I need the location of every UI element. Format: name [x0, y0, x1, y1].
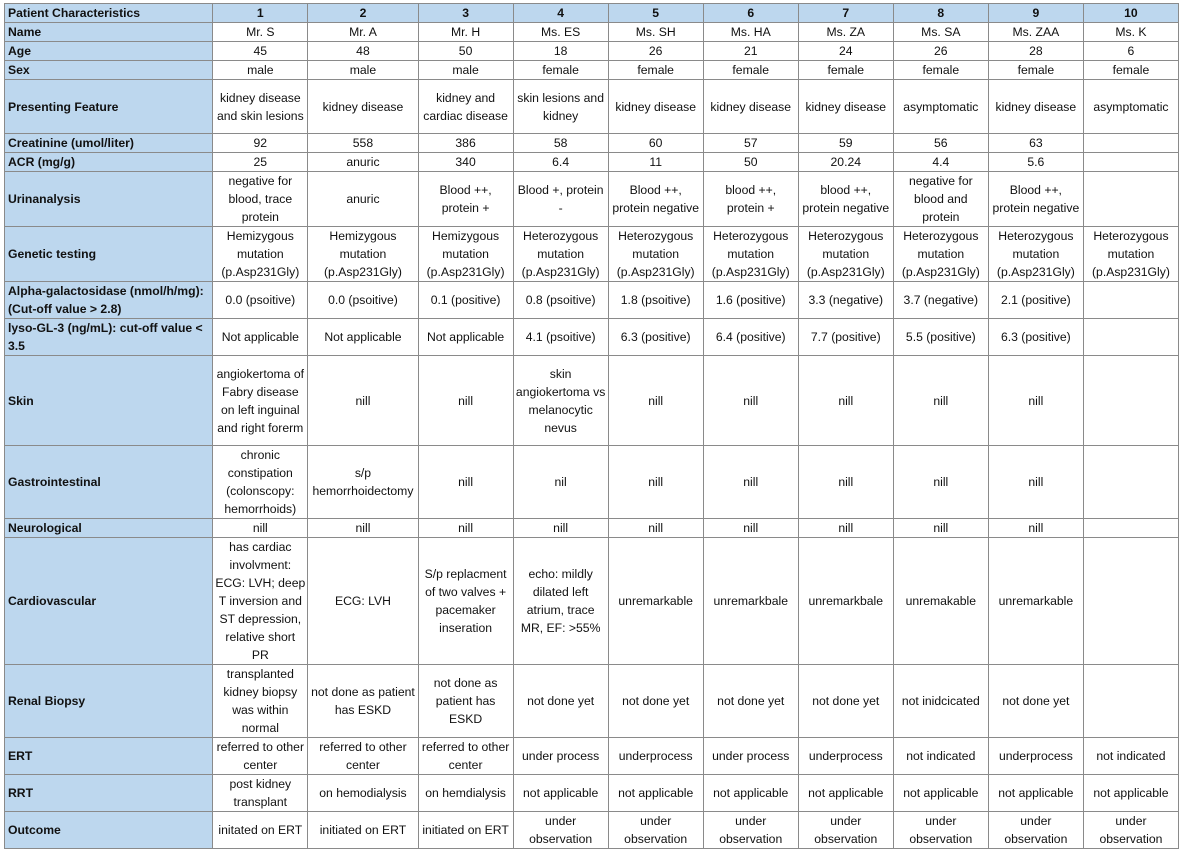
table-row	[5, 282, 1179, 319]
header-label: Patient Characteristics	[5, 4, 213, 23]
table-cell: Hemizygous mutation (p.Asp231Gly)	[213, 227, 308, 282]
table-cell: not done yet	[513, 665, 608, 738]
patient-number-header: 2	[308, 4, 418, 23]
table-cell: unremarkbale	[798, 538, 893, 665]
table-cell: referred to other center	[213, 738, 308, 775]
table-cell: has cardiac involvment: ECG: LVH; deep T inversion and ST depression, relative short PR	[213, 538, 308, 665]
table-cell: Mr. H	[418, 23, 513, 42]
table-cell: underprocess	[608, 738, 703, 775]
table-cell: asymptomatic	[1083, 80, 1178, 134]
table-cell: under observation	[608, 812, 703, 849]
patient-characteristics-table	[4, 3, 1179, 849]
table-cell: 21	[703, 42, 798, 61]
table-cell: unremarkable	[988, 538, 1083, 665]
table-cell: female	[513, 61, 608, 80]
table-cell: 0.0 (psoitive)	[213, 282, 308, 319]
table-cell: not done yet	[703, 665, 798, 738]
table-cell: nill	[308, 356, 418, 446]
table-cell: referred to other center	[308, 738, 418, 775]
table-cell: not applicable	[988, 775, 1083, 812]
table-cell: not indicated	[1083, 738, 1178, 775]
table-row	[5, 42, 1179, 61]
table-cell: underprocess	[988, 738, 1083, 775]
table-row	[5, 446, 1179, 519]
table-cell: blood ++, protein negative	[798, 172, 893, 227]
row-label: Cardiovascular	[5, 538, 213, 665]
table-cell: under observation	[988, 812, 1083, 849]
row-label: Neurological	[5, 519, 213, 538]
table-row	[5, 319, 1179, 356]
table-cell: ECG: LVH	[308, 538, 418, 665]
table-cell: nill	[513, 519, 608, 538]
patient-number-header: 5	[608, 4, 703, 23]
table-cell: s/p hemorrhoidectomy	[308, 446, 418, 519]
table-cell: 50	[703, 153, 798, 172]
table-cell: angiokertoma of Fabry disease on left inguinal and right forerm	[213, 356, 308, 446]
table-cell: 25	[213, 153, 308, 172]
table-row	[5, 227, 1179, 282]
table-cell: kidney disease	[988, 80, 1083, 134]
table-cell: nill	[893, 519, 988, 538]
table-cell: Blood ++, protein negative	[988, 172, 1083, 227]
table-cell: initated on ERT	[213, 812, 308, 849]
table-cell: on hemodialysis	[308, 775, 418, 812]
row-label: Sex	[5, 61, 213, 80]
table-cell: nill	[418, 446, 513, 519]
table-cell: Mr. S	[213, 23, 308, 42]
table-cell: nill	[798, 446, 893, 519]
table-cell: 6.4	[513, 153, 608, 172]
table-cell: 1.8 (psoitive)	[608, 282, 703, 319]
table-row	[5, 356, 1179, 446]
table-cell: Ms. K	[1083, 23, 1178, 42]
table-cell: Ms. ZA	[798, 23, 893, 42]
table-cell: Ms. HA	[703, 23, 798, 42]
row-label: Creatinine (umol/liter)	[5, 134, 213, 153]
table-cell: not inidcicated	[893, 665, 988, 738]
table-cell: male	[418, 61, 513, 80]
row-label: Genetic testing	[5, 227, 213, 282]
table-cell: 24	[798, 42, 893, 61]
table-cell: negative for blood and protein	[893, 172, 988, 227]
table-cell: under observation	[703, 812, 798, 849]
table-cell: skin angiokertoma vs melanocytic nevus	[513, 356, 608, 446]
table-cell: nill	[988, 446, 1083, 519]
table-cell: 5.5 (positive)	[893, 319, 988, 356]
table-cell	[1083, 282, 1178, 319]
table-cell: not applicable	[893, 775, 988, 812]
table-cell: kidney disease and skin lesions	[213, 80, 308, 134]
table-cell	[1083, 172, 1178, 227]
table-cell: not done yet	[988, 665, 1083, 738]
table-cell: male	[213, 61, 308, 80]
table-cell: 45	[213, 42, 308, 61]
table-cell: nil	[513, 446, 608, 519]
table-cell	[1083, 665, 1178, 738]
table-cell: under observation	[513, 812, 608, 849]
row-label: Presenting Feature	[5, 80, 213, 134]
row-label: Urinanalysis	[5, 172, 213, 227]
table-cell: nill	[798, 356, 893, 446]
table-row	[5, 775, 1179, 812]
table-cell: Heterozygous mutation (p.Asp231Gly)	[703, 227, 798, 282]
table-cell: kidney disease	[608, 80, 703, 134]
table-cell: male	[308, 61, 418, 80]
table-cell: 0.1 (positive)	[418, 282, 513, 319]
table-row	[5, 134, 1179, 153]
table-cell: female	[988, 61, 1083, 80]
table-cell: 20.24	[798, 153, 893, 172]
table-cell: Not applicable	[308, 319, 418, 356]
table-cell: nill	[703, 446, 798, 519]
table-cell: Heterozygous mutation (p.Asp231Gly)	[893, 227, 988, 282]
table-row	[5, 538, 1179, 665]
row-label: Gastrointestinal	[5, 446, 213, 519]
row-label: Age	[5, 42, 213, 61]
table-cell: female	[798, 61, 893, 80]
table-cell: anuric	[308, 153, 418, 172]
table-cell: Blood ++, protein negative	[608, 172, 703, 227]
table-cell: Ms. ES	[513, 23, 608, 42]
table-cell: female	[893, 61, 988, 80]
table-cell: initiated on ERT	[418, 812, 513, 849]
table-cell: Heterozygous mutation (p.Asp231Gly)	[513, 227, 608, 282]
table-cell: 3.3 (negative)	[798, 282, 893, 319]
table-cell: post kidney transplant	[213, 775, 308, 812]
table-row	[5, 80, 1179, 134]
table-cell: unremarkable	[608, 538, 703, 665]
table-cell: Ms. SH	[608, 23, 703, 42]
table-cell: chronic constipation (colonscopy: hemorrhoids)	[213, 446, 308, 519]
table-cell: Not applicable	[213, 319, 308, 356]
table-cell: not done yet	[608, 665, 703, 738]
table-cell: nill	[703, 519, 798, 538]
table-cell: 0.0 (psoitive)	[308, 282, 418, 319]
table-cell: nill	[418, 356, 513, 446]
table-cell: nill	[703, 356, 798, 446]
table-cell: referred to other center	[418, 738, 513, 775]
table-cell: asymptomatic	[893, 80, 988, 134]
table-cell: nill	[893, 446, 988, 519]
table-cell: Heterozygous mutation (p.Asp231Gly)	[1083, 227, 1178, 282]
table-cell	[1083, 153, 1178, 172]
table-cell: Hemizygous mutation (p.Asp231Gly)	[418, 227, 513, 282]
table-row	[5, 23, 1179, 42]
table-cell: kidney disease	[798, 80, 893, 134]
table-cell: 1.6 (positive)	[703, 282, 798, 319]
table-cell: 386	[418, 134, 513, 153]
table-row	[5, 519, 1179, 538]
table-cell: not applicable	[798, 775, 893, 812]
table-cell: nill	[418, 519, 513, 538]
table-cell: skin lesions and kidney	[513, 80, 608, 134]
table-cell: not applicable	[1083, 775, 1178, 812]
row-label: RRT	[5, 775, 213, 812]
table-cell	[1083, 519, 1178, 538]
table-row	[5, 172, 1179, 227]
table-cell: Blood +, protein -	[513, 172, 608, 227]
table-row	[5, 812, 1179, 849]
table-cell: 56	[893, 134, 988, 153]
table-cell: 558	[308, 134, 418, 153]
table-cell: Heterozygous mutation (p.Asp231Gly)	[988, 227, 1083, 282]
patient-number-header: 6	[703, 4, 798, 23]
table-cell: 92	[213, 134, 308, 153]
table-cell: 7.7 (positive)	[798, 319, 893, 356]
table-cell: anuric	[308, 172, 418, 227]
table-cell: echo: mildly dilated left atrium, trace MR, EF: >55%	[513, 538, 608, 665]
table-cell: 48	[308, 42, 418, 61]
table-cell: under observation	[798, 812, 893, 849]
table-row	[5, 738, 1179, 775]
table-cell: 58	[513, 134, 608, 153]
table-cell: 5.6	[988, 153, 1083, 172]
table-cell: under process	[703, 738, 798, 775]
table-cell: unremakable	[893, 538, 988, 665]
patient-number-header: 9	[988, 4, 1083, 23]
table-cell: not done yet	[798, 665, 893, 738]
table-cell: not applicable	[513, 775, 608, 812]
row-label: Outcome	[5, 812, 213, 849]
table-cell: Ms. ZAA	[988, 23, 1083, 42]
table-cell: blood ++, protein +	[703, 172, 798, 227]
table-cell: kidney and cardiac disease	[418, 80, 513, 134]
table-cell: 50	[418, 42, 513, 61]
table-cell: not applicable	[608, 775, 703, 812]
table-cell: under process	[513, 738, 608, 775]
patient-number-header: 3	[418, 4, 513, 23]
table-row	[5, 153, 1179, 172]
table-cell: 26	[608, 42, 703, 61]
table-cell: 59	[798, 134, 893, 153]
patient-number-header: 8	[893, 4, 988, 23]
table-cell: Heterozygous mutation (p.Asp231Gly)	[798, 227, 893, 282]
patient-number-header: 4	[513, 4, 608, 23]
table-cell: 6	[1083, 42, 1178, 61]
table-cell: not done as patient has ESKD	[418, 665, 513, 738]
table-row	[5, 665, 1179, 738]
table-cell: 6.3 (positive)	[988, 319, 1083, 356]
table-cell: 18	[513, 42, 608, 61]
table-cell: kidney disease	[308, 80, 418, 134]
row-label: Skin	[5, 356, 213, 446]
table-cell: underprocess	[798, 738, 893, 775]
table-cell: nill	[608, 519, 703, 538]
table-cell	[1083, 134, 1178, 153]
row-label: Name	[5, 23, 213, 42]
row-label: ACR (mg/g)	[5, 153, 213, 172]
table-cell	[1083, 538, 1178, 665]
table-cell	[1083, 356, 1178, 446]
table-cell: Heterozygous mutation (p.Asp231Gly)	[608, 227, 703, 282]
table-cell: 6.3 (positive)	[608, 319, 703, 356]
table-cell: 0.8 (psoitive)	[513, 282, 608, 319]
table-cell: under observation	[1083, 812, 1178, 849]
table-cell: kidney disease	[703, 80, 798, 134]
table-cell: Not applicable	[418, 319, 513, 356]
table-cell: nill	[988, 356, 1083, 446]
patient-number-header: 1	[213, 4, 308, 23]
table-cell: on hemdialysis	[418, 775, 513, 812]
row-label: lyso-GL-3 (ng/mL): cut-off value < 3.5	[5, 319, 213, 356]
table-cell: nill	[608, 356, 703, 446]
table-cell: 3.7 (negative)	[893, 282, 988, 319]
table-cell: female	[1083, 61, 1178, 80]
table-cell: not done as patient has ESKD	[308, 665, 418, 738]
table-cell: female	[608, 61, 703, 80]
table-cell: nill	[988, 519, 1083, 538]
table-cell: not indicated	[893, 738, 988, 775]
table-cell: negative for blood, trace protein	[213, 172, 308, 227]
table-cell: 4.4	[893, 153, 988, 172]
table-cell: Blood ++, protein +	[418, 172, 513, 227]
table-cell: 11	[608, 153, 703, 172]
table-cell: not applicable	[703, 775, 798, 812]
patient-number-header: 10	[1083, 4, 1178, 23]
row-label: Alpha-galactosidase (nmol/h/mg): (Cut-off value > 2.8)	[5, 282, 213, 319]
table-cell: 63	[988, 134, 1083, 153]
table-cell: initiated on ERT	[308, 812, 418, 849]
table-cell: nill	[893, 356, 988, 446]
table-cell: Ms. SA	[893, 23, 988, 42]
table-cell: 57	[703, 134, 798, 153]
patient-number-header: 7	[798, 4, 893, 23]
table-cell: Mr. A	[308, 23, 418, 42]
table-cell: S/p replacment of two valves + pacemaker inseration	[418, 538, 513, 665]
table-cell: 60	[608, 134, 703, 153]
table-cell: 6.4 (positive)	[703, 319, 798, 356]
table-cell: 26	[893, 42, 988, 61]
table-cell: Hemizygous mutation (p.Asp231Gly)	[308, 227, 418, 282]
table-cell: 4.1 (psoitive)	[513, 319, 608, 356]
table-cell: nill	[608, 446, 703, 519]
table-cell: 28	[988, 42, 1083, 61]
table-cell: nill	[213, 519, 308, 538]
row-label: ERT	[5, 738, 213, 775]
table-cell: nill	[308, 519, 418, 538]
table-cell: 2.1 (positive)	[988, 282, 1083, 319]
table-cell: unremarkbale	[703, 538, 798, 665]
table-cell: 340	[418, 153, 513, 172]
table-row	[5, 61, 1179, 80]
table-cell: nill	[798, 519, 893, 538]
table-cell	[1083, 446, 1178, 519]
row-label: Renal Biopsy	[5, 665, 213, 738]
table-cell: female	[703, 61, 798, 80]
table-cell: transplanted kidney biopsy was within normal	[213, 665, 308, 738]
table-cell: under observation	[893, 812, 988, 849]
table-cell	[1083, 319, 1178, 356]
